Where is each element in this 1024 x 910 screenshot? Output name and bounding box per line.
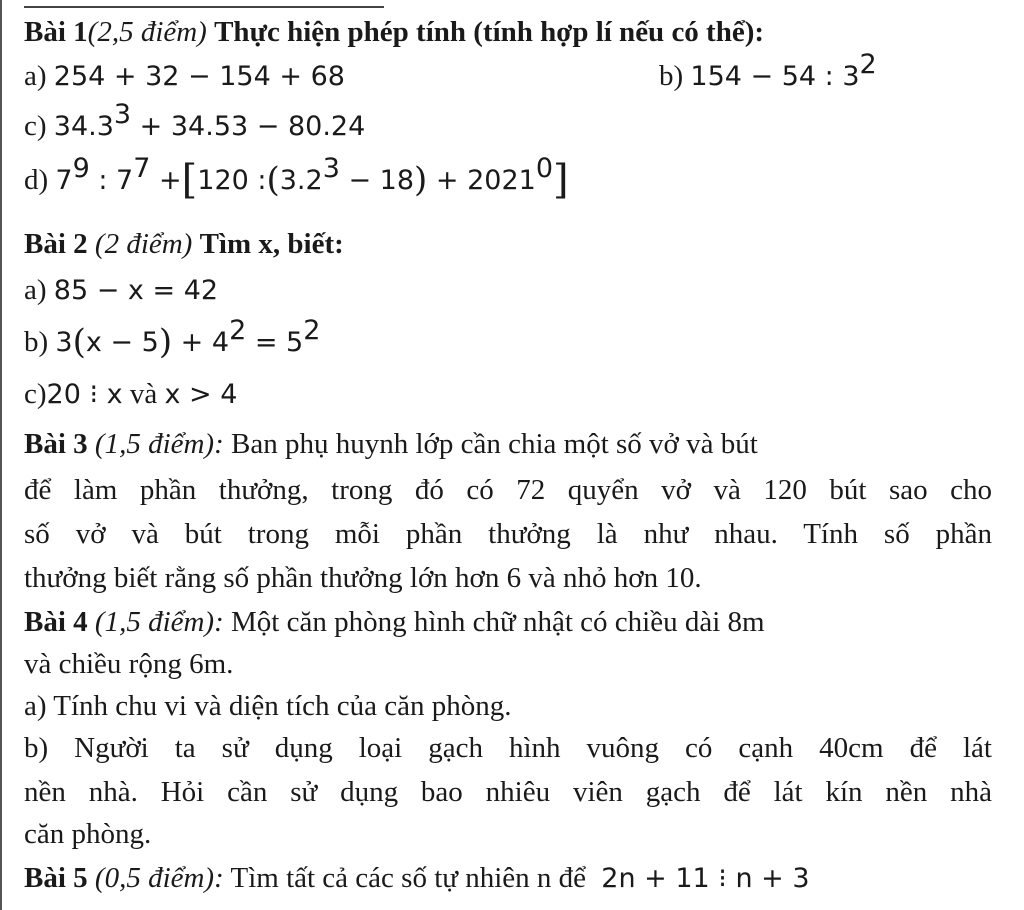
- bai4-line1: [24, 604, 765, 640]
- bai4-part-b-2: nền nhà. Hỏi cần sử dụng bao nhiêu viên gạch để lát kín nền nhà: [24, 776, 992, 808]
- bai2-instruction: Tìm x, biết:: [199, 228, 344, 260]
- bai2-a-expr: 85 − x = 42: [53, 275, 219, 306]
- bai1-d-plus: +: [150, 165, 182, 196]
- bai1-d-base2: : 7: [89, 165, 134, 196]
- bai3-text-2: để làm phần thưởng, trong đó có 72 quyển vở và 120 bút sao cho: [24, 474, 992, 506]
- bai1-b: [659, 49, 877, 95]
- bai1-d-open-paren: (: [266, 160, 280, 200]
- bai2-row-a: [24, 272, 218, 309]
- bai1-d-exp3: 3: [322, 153, 340, 184]
- bai1-d-close-paren: ): [414, 160, 428, 200]
- bai5-points: (0,5 điểm):: [94, 862, 224, 894]
- bai1-d-base1: 7: [55, 165, 73, 196]
- bai3-points: (1,5 điểm):: [94, 428, 224, 460]
- bai1-d-close-bracket: ]: [553, 157, 569, 203]
- bai2-row-b: [24, 315, 321, 362]
- bai2-b-inner: x − 5: [85, 327, 159, 358]
- bai4-points: (1,5 điểm):: [94, 606, 224, 638]
- bai4-text-1: Một căn phòng hình chữ nhật có chiều dài 8m: [231, 606, 765, 638]
- bai1-row-d: [24, 153, 569, 203]
- bai2-heading: Bài 2: [24, 228, 88, 260]
- bai5-line: [24, 860, 810, 897]
- bai2-points: (2 điểm): [94, 228, 193, 260]
- bai1-instruction: Thực hiện phép tính (tính hợp lí nếu có thể):: [214, 16, 765, 48]
- bai5-heading: Bài 5: [24, 862, 88, 894]
- bai2-b-open-paren: (: [72, 322, 86, 362]
- bai1-b-label: b): [659, 60, 684, 92]
- bai3-heading: Bài 3: [24, 428, 88, 460]
- bai4-heading: Bài 4: [24, 606, 88, 638]
- bai2-title: [24, 226, 344, 262]
- bai2-c-condition: x > 4: [164, 379, 238, 410]
- bai4-part-b-1: b) Người ta sử dụng loại gạch hình vuông có cạnh 40cm để lát: [24, 732, 992, 764]
- bai1-c-exponent: 3: [113, 99, 132, 130]
- bai4-part-a: a) Tính chu vi và diện tích của căn phòng.: [24, 690, 512, 722]
- bai1-b-exponent: 2: [859, 49, 877, 80]
- bai2-b-label: b): [24, 326, 49, 358]
- bai1-d-exp2: 7: [133, 153, 151, 184]
- bai3-line1: [24, 426, 758, 462]
- bai2-c-label: c): [24, 378, 47, 410]
- bai1-heading: Bài 1: [24, 16, 88, 48]
- bai2-b-exp2: 2: [303, 315, 321, 346]
- bai3-text-3: số vở và bút trong mỗi phần thưởng là như nhau. Tính số phần: [24, 518, 992, 550]
- header-divider: [24, 0, 384, 8]
- bai2-b-exp1: 2: [229, 315, 247, 346]
- bai2-c-divisibility: 20 ⁝ x: [46, 379, 123, 410]
- bai1-points: (2,5 điểm): [87, 16, 207, 48]
- bai5-expr: 2n + 11 ⁝ n + 3: [601, 863, 810, 894]
- bai5-text: Tìm tất cả các số tự nhiên n để: [230, 862, 587, 894]
- bai1-d-minus: − 18: [339, 165, 415, 196]
- bai1-d-base4: + 2021: [427, 165, 536, 196]
- bai1-c-term1: 34.3: [53, 111, 114, 142]
- bai4-text-2: và chiều rộng 6m.: [24, 648, 234, 680]
- bai3-text-4: thưởng biết rằng số phần thưởng lớn hơn 6 và nhỏ hơn 10.: [24, 562, 702, 594]
- bai1-d-exp4: 0: [535, 153, 554, 184]
- bai1-a-label: a): [24, 60, 47, 92]
- bai1-title: [24, 14, 764, 50]
- bai1-a-expr: 254 + 32 − 154 + 68: [53, 61, 345, 92]
- bai2-b-coef: 3: [55, 327, 73, 358]
- bai1-c-rest: + 34.53 − 80.24: [131, 111, 366, 142]
- bai1-b-expr: 154 − 54 : 3: [690, 61, 860, 92]
- bai3-text-1: Ban phụ huynh lớp cần chia một số vở và bút: [231, 428, 758, 460]
- bai1-c-label: c): [24, 110, 47, 142]
- bai1-d-base3: 3.2: [279, 165, 323, 196]
- bai2-a-label: a): [24, 274, 47, 306]
- bai2-c-and: và: [122, 378, 165, 410]
- bai4-part-b-3: căn phòng.: [24, 818, 152, 850]
- bai1-d-exp1: 9: [72, 153, 90, 184]
- bai2-b-base2: = 5: [246, 327, 304, 358]
- bai1-row-ab: [24, 49, 1004, 95]
- bai1-d-label: d): [24, 164, 49, 196]
- bai1-d-open-bracket: [: [181, 157, 198, 203]
- bai2-b-base1: + 4: [172, 327, 230, 358]
- bai1-row-c: [24, 99, 366, 145]
- bai2-row-c: [24, 376, 237, 413]
- bai2-b-close-paren: ): [158, 322, 173, 362]
- bai1-d-div: 120 :: [197, 165, 267, 196]
